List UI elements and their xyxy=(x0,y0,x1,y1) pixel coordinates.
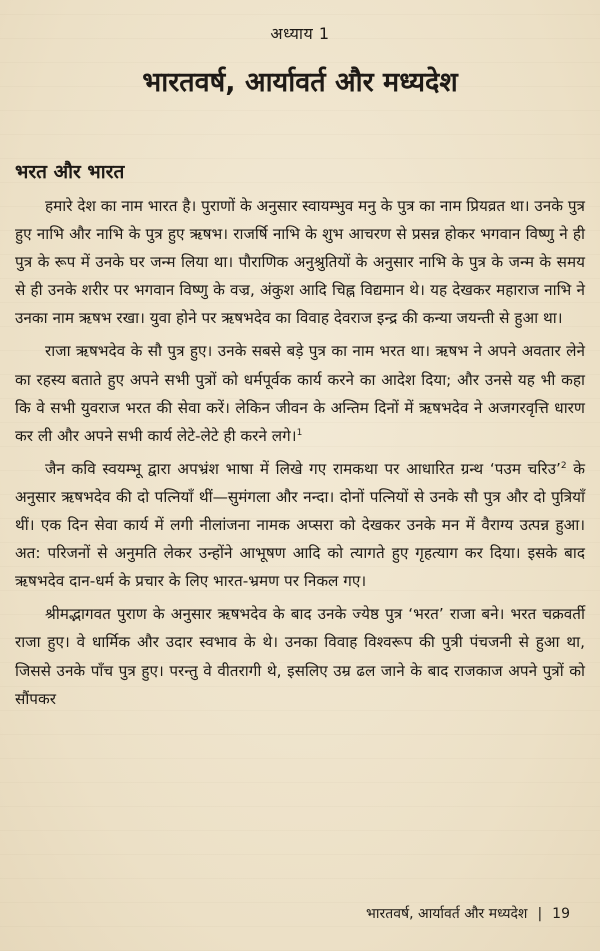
page-number: 19 xyxy=(552,906,570,922)
paragraph xyxy=(15,600,585,712)
paragraph xyxy=(15,455,585,595)
paragraph-text: श्रीमद्भागवत पुराण के अनुसार ऋषभदेव के बाद उनके ज्येष्ठ पुत्र ‘भरत’ राजा बने। भरत चक्रवर्ती राजा हुए। वे धार्मिक और उदार स्वभाव के थे। उनका विवाह विश्वरूप की पुत्री पंचजनी से हुआ था, जिससे उनके पाँच पुत्र हुए। परन्तु वे वीतरागी थे, इसलिए उम्र ढल जाने के बाद राजकाज अपने पुत्रों को सौंपकर xyxy=(15,605,585,708)
paragraph xyxy=(15,192,585,332)
running-title: भारतवर्ष, आर्यावर्त और मध्यदेश xyxy=(366,906,528,922)
chapter-title: भारतवर्ष, आर्यावर्त और मध्यदेश xyxy=(142,67,458,98)
paragraph-text: के अनुसार ऋषभदेव की दो पत्नियाँ थीं—सुमंगला और नन्दा। दोनों पत्नियों से उनके सौ पुत्र और दो पुत्रियाँ थीं। एक दिन सेवा कार्य में लगी नीलांजना नामक अप्सरा को देखकर उनके मन में वैराग्य उत्पन्न हुआ। अत: परिजनों से अनुमति लेकर उन्होंने आभूषण आदि को त्यागते हुए गृहत्याग कर दिया। इसके बाद ऋषभदेव दान-धर्म के प्रचार के लिए भारत-भ्रमण पर निकल गए। xyxy=(15,459,585,591)
chapter-label: अध्याय 1 xyxy=(270,24,330,43)
paragraph-text: जैन कवि स्वयम्भू द्वारा अपभ्रंश भाषा में लिखे गए रामकथा पर आधारित ग्रन्थ ‘पउम चरिउ’ xyxy=(45,459,561,478)
paragraph-text: राजा ऋषभदेव के सौ पुत्र हुए। उनके सबसे बड़े पुत्र का नाम भरत था। ऋषभ ने अपने अवतार लेने का रहस्य बताते हुए अपने सभी पुत्रों को धर्मपूर्वक कार्य करने का आदेश दिया; और उनसे यह भी कहा कि वे सभी युवराज भरत की सेवा करें। लेकिन जीवन के अन्तिम दिनों में ऋषभदेव ने अजगरवृत्ति धारण कर ली और अपने सभी कार्य लेटे-लेटे ही करने लगे। xyxy=(15,342,585,445)
paragraph xyxy=(15,337,585,449)
footnote-marker: 1 xyxy=(296,427,303,438)
section-heading: भरत और भारत xyxy=(15,161,125,183)
footer-separator: | xyxy=(537,906,543,922)
footnote-marker: 2 xyxy=(560,460,567,471)
paragraph-text: हमारे देश का नाम भारत है। पुराणों के अनुसार स्वायम्भुव मनु के पुत्र का नाम प्रियव्रत था। उनके पुत्र हुए नाभि और नाभि के पुत्र हुए ऋषभ। राजर्षि नाभि के शुभ आचरण से प्रसन्न होकर भगवान विष्णु ने ही पुत्र के रूप में उनके घर जन्म लिया था। पौराणिक अनुश्रुतियों के अनुसार नाभि के पुत्र के जन्म के समय से ही उनके शरीर पर भगवान विष्णु के वज्र, अंकुश आदि चिह्न विद्यमान थे। यह देखकर महाराज नाभि ने उनका नाम ऋषभ रखा। युवा होने पर ऋषभदेव का विवाह देवराज इन्द्र की कन्या जयन्ती से हुआ था। xyxy=(15,197,585,328)
body-text xyxy=(15,192,585,713)
page-footer xyxy=(366,904,570,923)
